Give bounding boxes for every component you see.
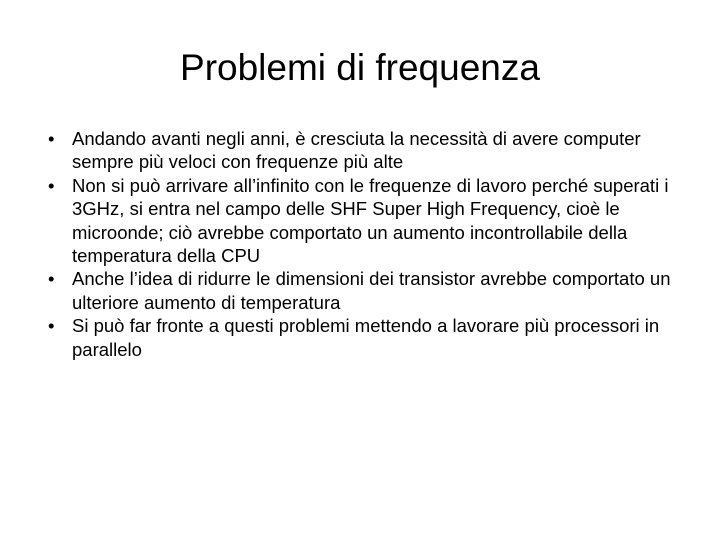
bullet-icon: • [48, 128, 55, 149]
bullet-text: Andando avanti negli anni, è cresciuta la necessità di avere computer sempre più veloci con frequenze più alte [72, 128, 641, 173]
slide-title: Problemi di frequenza [180, 47, 540, 88]
bullet-item [48, 267, 688, 314]
bullet-item [48, 314, 688, 361]
bullet-icon: • [48, 268, 55, 290]
bullet-item [48, 127, 688, 174]
bullet-item [48, 174, 688, 268]
bullet-text: Si può far fronte a questi problemi mettendo a lavorare più processori in parallelo [72, 315, 660, 360]
bullet-icon: • [48, 315, 55, 337]
bullet-text: Non si può arrivare all’infinito con le frequenze di lavoro perché superati i 3GHz, si entra nel campo delle SHF Super High Frequency, cioè le microonde; ciò avrebbe comportato un aumento incontrollabile della temperatura della CPU [72, 174, 669, 267]
bullet-list [48, 127, 688, 361]
bullet-text: Anche l’idea di ridurre le dimensioni dei transistor avrebbe comportato un ulteriore aumento di temperatura [72, 268, 671, 313]
bullet-icon: • [48, 174, 55, 196]
